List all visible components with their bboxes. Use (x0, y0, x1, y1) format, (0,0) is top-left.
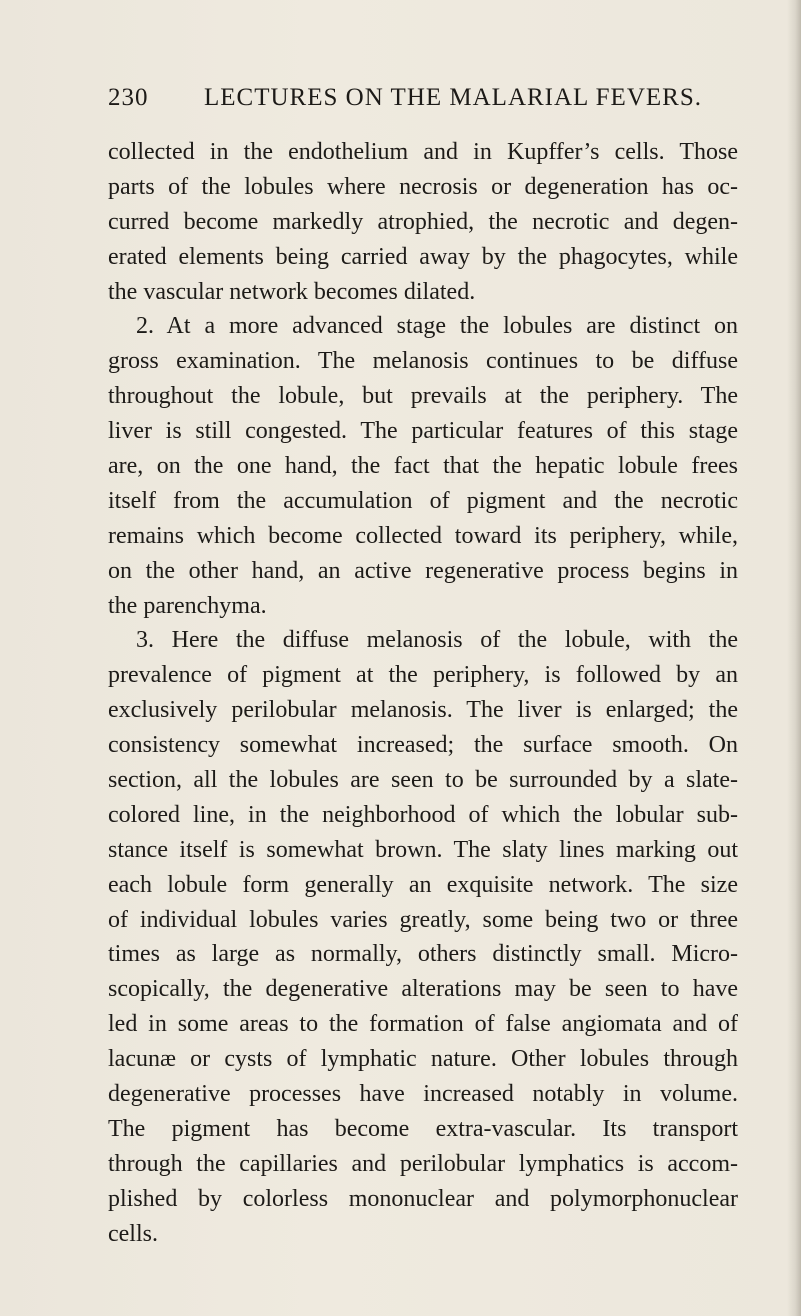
paragraph-3-start: 3. Here the diffuse melanosis of the lobule, with the (136, 627, 738, 654)
running-title: LECTURES ON THE MALARIAL FEVERS. (204, 84, 702, 111)
text-line: led in some areas to the formation of false angiomata and of (108, 1011, 738, 1038)
text-line: consistency somewhat increased; the surface smooth. On (108, 732, 738, 759)
text-line: section, all the lobules are seen to be surrounded by a slate- (108, 767, 738, 794)
page-edge-shadow (787, 0, 801, 1316)
text-line: curred become markedly atrophied, the necrotic and degen- (108, 208, 738, 235)
text-line: exclusively perilobular melanosis. The liver is enlarged; the (108, 697, 738, 724)
body-text (108, 135, 738, 1252)
text-line: the vascular network becomes dilated. (108, 278, 476, 305)
paragraph-2-start: 2. At a more advanced stage the lobules are distinct on (136, 313, 738, 340)
text-line: degenerative processes have increased notably in volume. (108, 1081, 738, 1108)
text-line: lacunæ or cysts of lymphatic nature. Other lobules through (108, 1046, 738, 1073)
text-line: colored line, in the neighborhood of which the lobular sub- (108, 801, 738, 828)
text-line: itself from the accumulation of pigment and the necrotic (108, 487, 738, 514)
text-line: through the capillaries and perilobular lymphatics is accom- (108, 1150, 738, 1177)
text-line: liver is still congested. The particular features of this stage (108, 418, 738, 445)
text-line: the parenchyma. (108, 592, 267, 619)
text-line: are, on the one hand, the fact that the hepatic lobule frees (108, 453, 738, 480)
text-line: throughout the lobule, but prevails at the periphery. The (108, 383, 738, 410)
text-line: on the other hand, an active regenerative process begins in (108, 557, 738, 584)
text-line: gross examination. The melanosis continues to be diffuse (108, 348, 738, 375)
text-line: each lobule form generally an exquisite network. The size (108, 871, 738, 898)
page-number: 230 (108, 84, 149, 111)
text-line: cells. (108, 1220, 158, 1247)
text-line: collected in the endothelium and in Kupffer’s cells. Those (108, 139, 738, 165)
text-line: of individual lobules varies greatly, some being two or three (108, 906, 738, 933)
running-header (108, 84, 702, 118)
text-line: times as large as normally, others distinctly small. Micro- (108, 941, 738, 968)
text-line: The pigment has become extra-vascular. Its transport (108, 1115, 738, 1142)
text-line: prevalence of pigment at the periphery, is followed by an (108, 662, 738, 689)
text-line: scopically, the degenerative alterations may be seen to have (108, 976, 738, 1003)
text-line: plished by colorless mononuclear and polymorphonuclear (108, 1185, 738, 1212)
text-line: erated elements being carried away by the phagocytes, while (108, 243, 738, 270)
text-line: parts of the lobules where necrosis or degeneration has oc- (108, 173, 738, 200)
text-line: remains which become collected toward its periphery, while, (108, 522, 738, 549)
text-line: stance itself is somewhat brown. The slaty lines marking out (108, 836, 738, 863)
